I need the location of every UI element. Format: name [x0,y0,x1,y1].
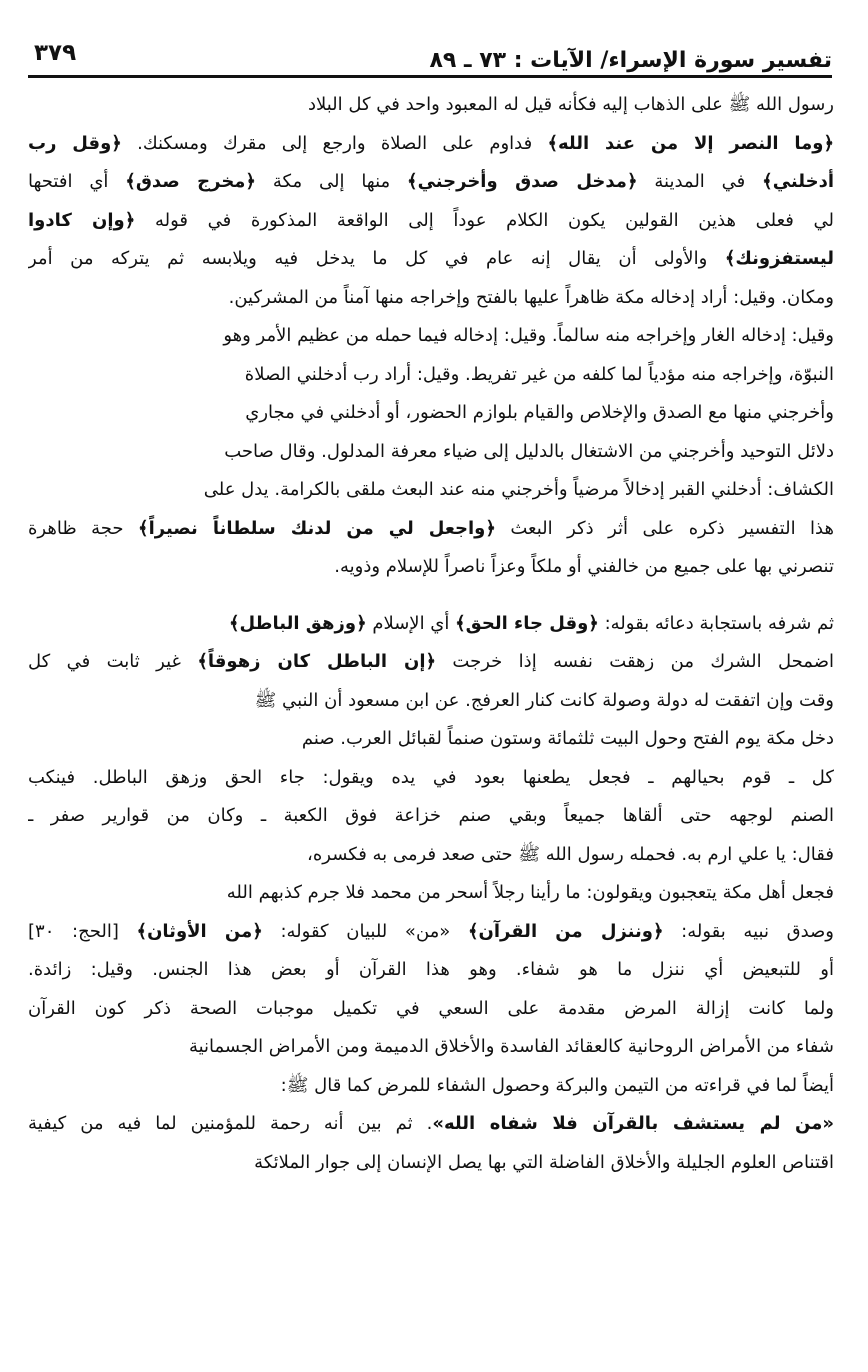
text-run: ولما كانت إزالة المرض مقدمة على السعي في تكميل موجبات الصحة ذكر كون القرآن [28,997,834,1019]
text-run: رسول الله ﷺ على الذهاب إليه فكأنه قيل له المعبود واحد في كل البلاد [307,94,834,115]
text-run: فداوم على الصلاة وارجع إلى مقرك ومسكنك. [121,132,548,154]
text-line [28,682,834,721]
text-line [28,797,834,836]
paragraph [28,605,834,1183]
text-run: في المدينة [637,171,763,192]
text-line [28,1144,834,1183]
quran-quote: ﴿وما النصر إلا من عند الله﴾ [547,132,834,154]
text-run: وصدق نبيه بقوله: [663,920,834,942]
page-header [28,36,832,78]
text-run: شفاء من الأمراض الروحانية كالعقائد الفاسدة والأخلاق الدميمة ومن الأمراض الجسمانية [188,1036,834,1057]
text-run: كل ـ قوم بحيالهم ـ فجعل يطعنها بعود في يده ويقول: جاء الحق وزهق الباطل. فينكب [28,766,834,788]
text-line [28,86,834,125]
quran-quote: أدخلني﴾ [762,171,834,192]
text-run: [الحج: ٣٠] [28,920,137,942]
quran-quote: ﴿إن الباطل كان زهوقاً﴾ [197,651,437,672]
quran-quote: ﴿من الأوثان﴾ [136,920,263,942]
text-run: غير ثابت في كل [28,651,198,672]
text-line [28,471,834,510]
text-run: منها إلى مكة [255,171,408,192]
text-run: أي الإسلام [366,612,456,634]
text-run: لي فعلى هذين القولين يكون الكلام عوداً إلى الواقعة المذكورة في قوله [135,209,834,231]
text-run: اقتناص العلوم الجليلة والأخلاق الفاضلة التي بها يصل الإنسان إلى جوار الملائكة [254,1151,834,1173]
text-run: النبوّة، وإخراجه منه مؤدياً لما كلفه من غير تفريط. وقيل: أراد رب أدخلني الصلاة [244,363,834,385]
text-run: تنصرني بها على جميع من خالفني أو ملكاً وعزاً ناصراً للإسلام وذويه. [334,556,834,577]
text-line [28,433,834,472]
quran-quote: ﴿وقل جاء الحق﴾ [455,612,599,634]
text-line [28,279,834,318]
paragraph-gap [28,587,834,605]
text-line [28,913,834,952]
quran-quote: ﴿وننزل من القرآن﴾ [467,920,664,942]
text-line [28,163,834,202]
text-line [28,951,834,990]
text-line [28,643,834,682]
text-run: ثم شرفه باستجابة دعائه بقوله: [598,612,834,634]
text-run: اضمحل الشرك من زهقت نفسه إذا خرجت [436,651,834,672]
text-run: فجعل أهل مكة يتعجبون ويقولون: ما رأينا رجلاً أسحر من محمد فلا جرم كذبهم الله [226,882,834,903]
text-line [28,1067,834,1106]
text-line [28,990,834,1029]
text-line [28,125,834,164]
text-line [28,317,834,356]
text-run: وقت وإن اتفقت له دولة وصولة كانت كنار العرفج. عن ابن مسعود أن النبي ﷺ [254,689,834,711]
text-line [28,605,834,644]
text-line [28,836,834,875]
text-line [28,510,834,549]
quran-quote: ﴿وإن كادوا [28,209,136,231]
text-line [28,759,834,798]
text-run: دلائل التوحيد وأخرجني من الاشتغال بالدليل إلى ضياء معرفة المدلول. وقال صاحب [224,440,834,462]
text-run: وقيل: إدخاله الغار وإخراجه منه سالماً. وقيل: إدخاله فيما حمله من عظيم الأمر وهو [223,325,834,346]
text-run: «من» للبيان كقوله: [262,920,468,942]
quran-quote: ﴿مدخل صدق وأخرجني﴾ [407,171,638,192]
text-run: ومكان. وقيل: أراد إدخاله مكة ظاهراً عليها بالفتح وإخراجه منها آمناً من المشركين. [228,286,834,308]
text-line [28,548,834,587]
text-run: أي افتحها [28,171,126,192]
quran-quote: ﴿واجعل لي من لدنك سلطاناً نصيراً﴾ [138,517,496,539]
text-run: دخل مكة يوم الفتح وحول البيت ثلثمائة وستون صنماً لقبائل العرب. صنم [301,728,834,749]
commentary-body [28,86,834,1182]
header-rule [28,75,832,78]
text-line [28,202,834,241]
text-line [28,720,834,759]
text-run: والأولى أن يقال إنه عام في كل ما يدخل فيه ويلابسه ثم يتركه من أمر [28,248,725,269]
text-run: هذا التفسير ذكره على أثر ذكر البعث [495,517,834,539]
text-line [28,240,834,279]
running-title: تفسير سورة الإسراء/ الآيات : ٧٣ ـ ٨٩ [429,48,832,73]
text-line [28,1028,834,1067]
text-run: . ثم بين أنه رحمة للمؤمنين لما فيه من كيفية [28,1113,433,1134]
text-line [28,356,834,395]
text-line [28,1105,834,1144]
text-line [28,874,834,913]
text-line [28,394,834,433]
paragraph [28,86,834,587]
text-run: الصنم لوجهه حتى ألقاها جميعاً وبقي صنم خزاعة فوق الكعبة ـ وكان من قوارير صفر ـ [28,805,834,826]
quran-quote: ﴿مخرج صدق﴾ [125,171,256,192]
text-run: الكشاف: أدخلني القبر إدخالاً مرضياً وأخرجني منه عند البعث ملقى بالكرامة. يدل على [203,479,834,500]
text-run: أو للتبعيض أي ننزل ما هو شفاء. وهو هذا القرآن أو بعض هذا الجنس. وقيل: زائدة. [28,959,834,980]
quran-quote: ليستفزونك﴾ [724,248,834,269]
quran-quote: «من لم يستشف بالقرآن فلا شفاه الله» [432,1113,834,1134]
text-run: فقال: يا علي ارم به. فحمله رسول الله ﷺ حتى صعد فرمى به فكسره، [307,843,834,865]
text-run: وأخرجني منها مع الصدق والإخلاص والقيام بلوازم الحضور، أو أدخلني في مجاري [245,402,834,423]
quran-quote: ﴿وقل رب [28,132,122,154]
quran-quote: ﴿وزهق الباطل﴾ [228,612,367,634]
text-run: حجة ظاهرة [28,517,139,539]
text-run: أيضاً لما في قراءته من التيمن والبركة وحصول الشفاء للمرض كما قال ﷺ: [280,1074,834,1096]
page-number: ٣٧٩ [34,40,77,66]
